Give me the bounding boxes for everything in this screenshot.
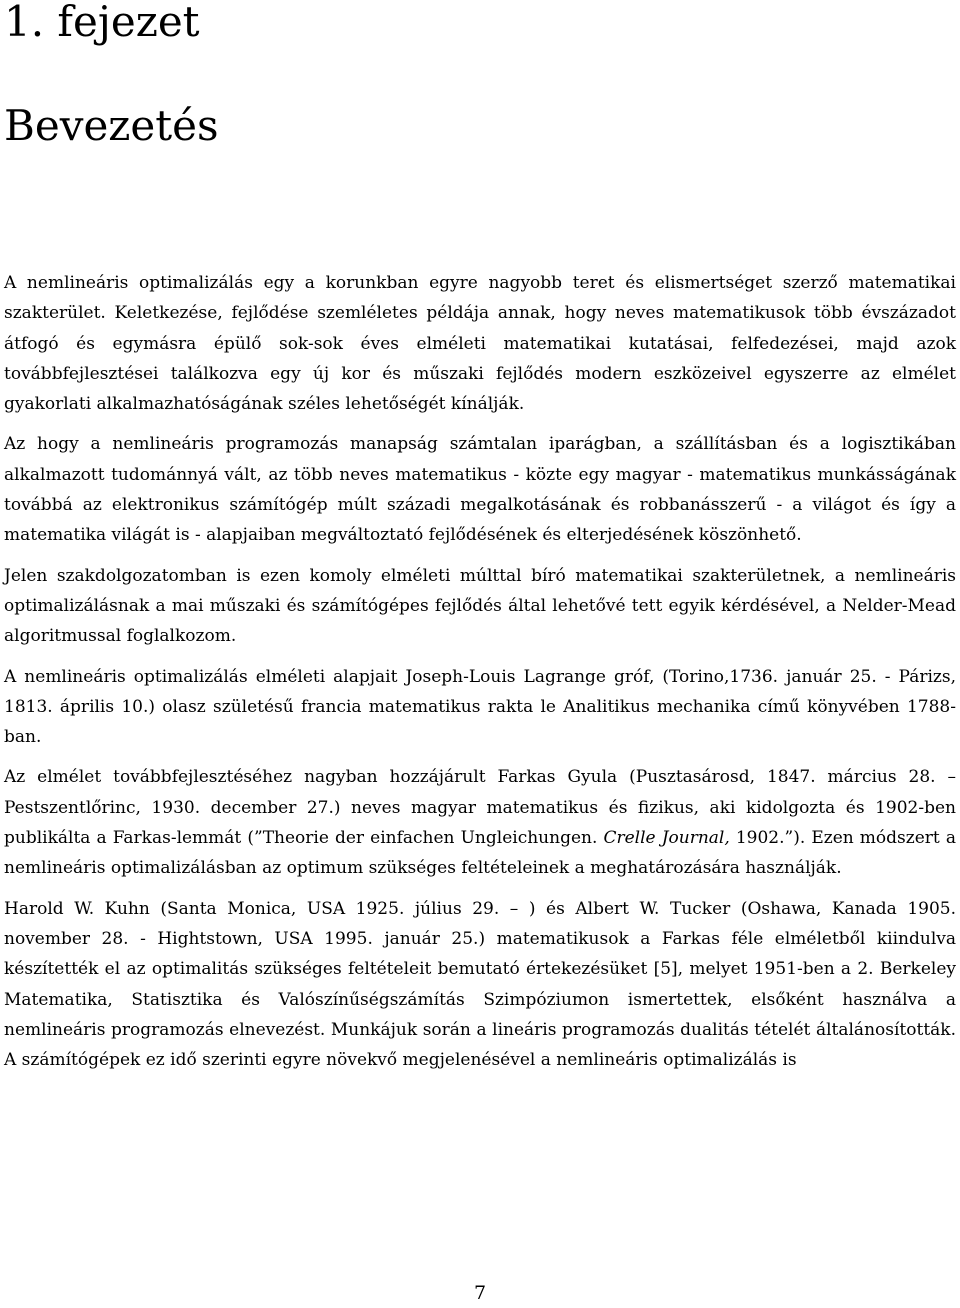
journal-title: Crelle Journal, <box>603 828 730 849</box>
chapter-title: Bevezetés <box>4 101 219 150</box>
paragraph-intro: A nemlineáris optimalizálás egy a korunkban egyre nagyobb teret és elismertséget szerző matematikai szakterület. Keletkezése, fejlődése szemléletes példája annak, hogy neves matematikusok több évszázadot átfogó és egymásra épülő sok-sok éves elméleti matematikai kutatásai, felfedezései, majd azok továbbfejlesztései találkozva egy új kor és műszaki fejlődés modern eszközeivel egyszerre az elmélet gyakorlati alkalmazhatóságának széles lehetőségét kínálják. <box>4 273 956 415</box>
paragraph-thesis-topic: Jelen szakdolgozatomban is ezen komoly elméleti múlttal bíró matematikai szakterületnek, a nemlineáris optimalizálásnak a mai műszaki és számítógépes fejlődés által lehetővé tett egyik kérdésével, a Nelder-Mead algoritmussal foglalkozom. <box>4 565 956 647</box>
paragraph-farkas <box>4 762 956 883</box>
farkas-text-start: Az elmélet továbbfejlesztéséhez nagyban hozzájárult Farkas Gyula (Pusztasárosd, 1847. március 28. – Pestszentlőrinc, 1930. december 27.) neves magyar matematikus és fizikus, aki kidolgozta és 1902-ben publikálta a Farkas-lemmát (”Theorie der einfachen Ungleichungen. <box>4 767 956 849</box>
paragraph-lagrange: A nemlineáris optimalizálás elméleti alapjait Joseph-Louis Lagrange gróf, (Torino,1736. január 25. - Párizs, 1813. április 10.) olasz születésű francia matematikus rakta le Analitikus mechanika című könyvében 1788-ban. <box>4 666 956 748</box>
chapter-number: 1. fejezet <box>4 0 200 46</box>
farkas-text-end: 1902.”). Ezen módszert a nemlineáris optimalizálásban az optimum szükséges feltételeinek a meghatározására használják. <box>4 828 956 879</box>
page-number: 7 <box>473 1282 487 1304</box>
body-text <box>4 268 956 1085</box>
paragraph-kuhn-tucker: Harold W. Kuhn (Santa Monica, USA 1925. július 29. – ) és Albert W. Tucker (Oshawa, Kanada 1905. november 28. - Hightstown, USA 1995. január 25.) matematikusok a Farkas féle elméletből kiindulva készítették el az optimalitás szükséges feltételeit bemutató értekezésüket [5], melyet 1951-ben a 2. Berkeley Matematika, Statisztika és Valószínűségszámítás Szimpóziumon ismertettek, elsőként használva a nemlineáris programozás elnevezést. Munkájuk során a lineáris programozás dualitás tételét általánosították. A számítógépek ez idő szerinti egyre növekvő megjelenésével a nemlineáris optimalizálás is <box>4 898 956 1071</box>
paragraph-applications: Az hogy a nemlineáris programozás manapság számtalan iparágban, a szállításban és a logisztikában alkalmazott tudománnyá vált, az több neves matematikus - közte egy magyar - matematikus munkásságának továbbá az elektronikus számítógép múlt századi megalkotásának és robbanásszerű - a világot és így a matematika világát is - alapjaiban megváltoztató fejlődésének és elterjedésének köszönhető. <box>4 434 956 546</box>
